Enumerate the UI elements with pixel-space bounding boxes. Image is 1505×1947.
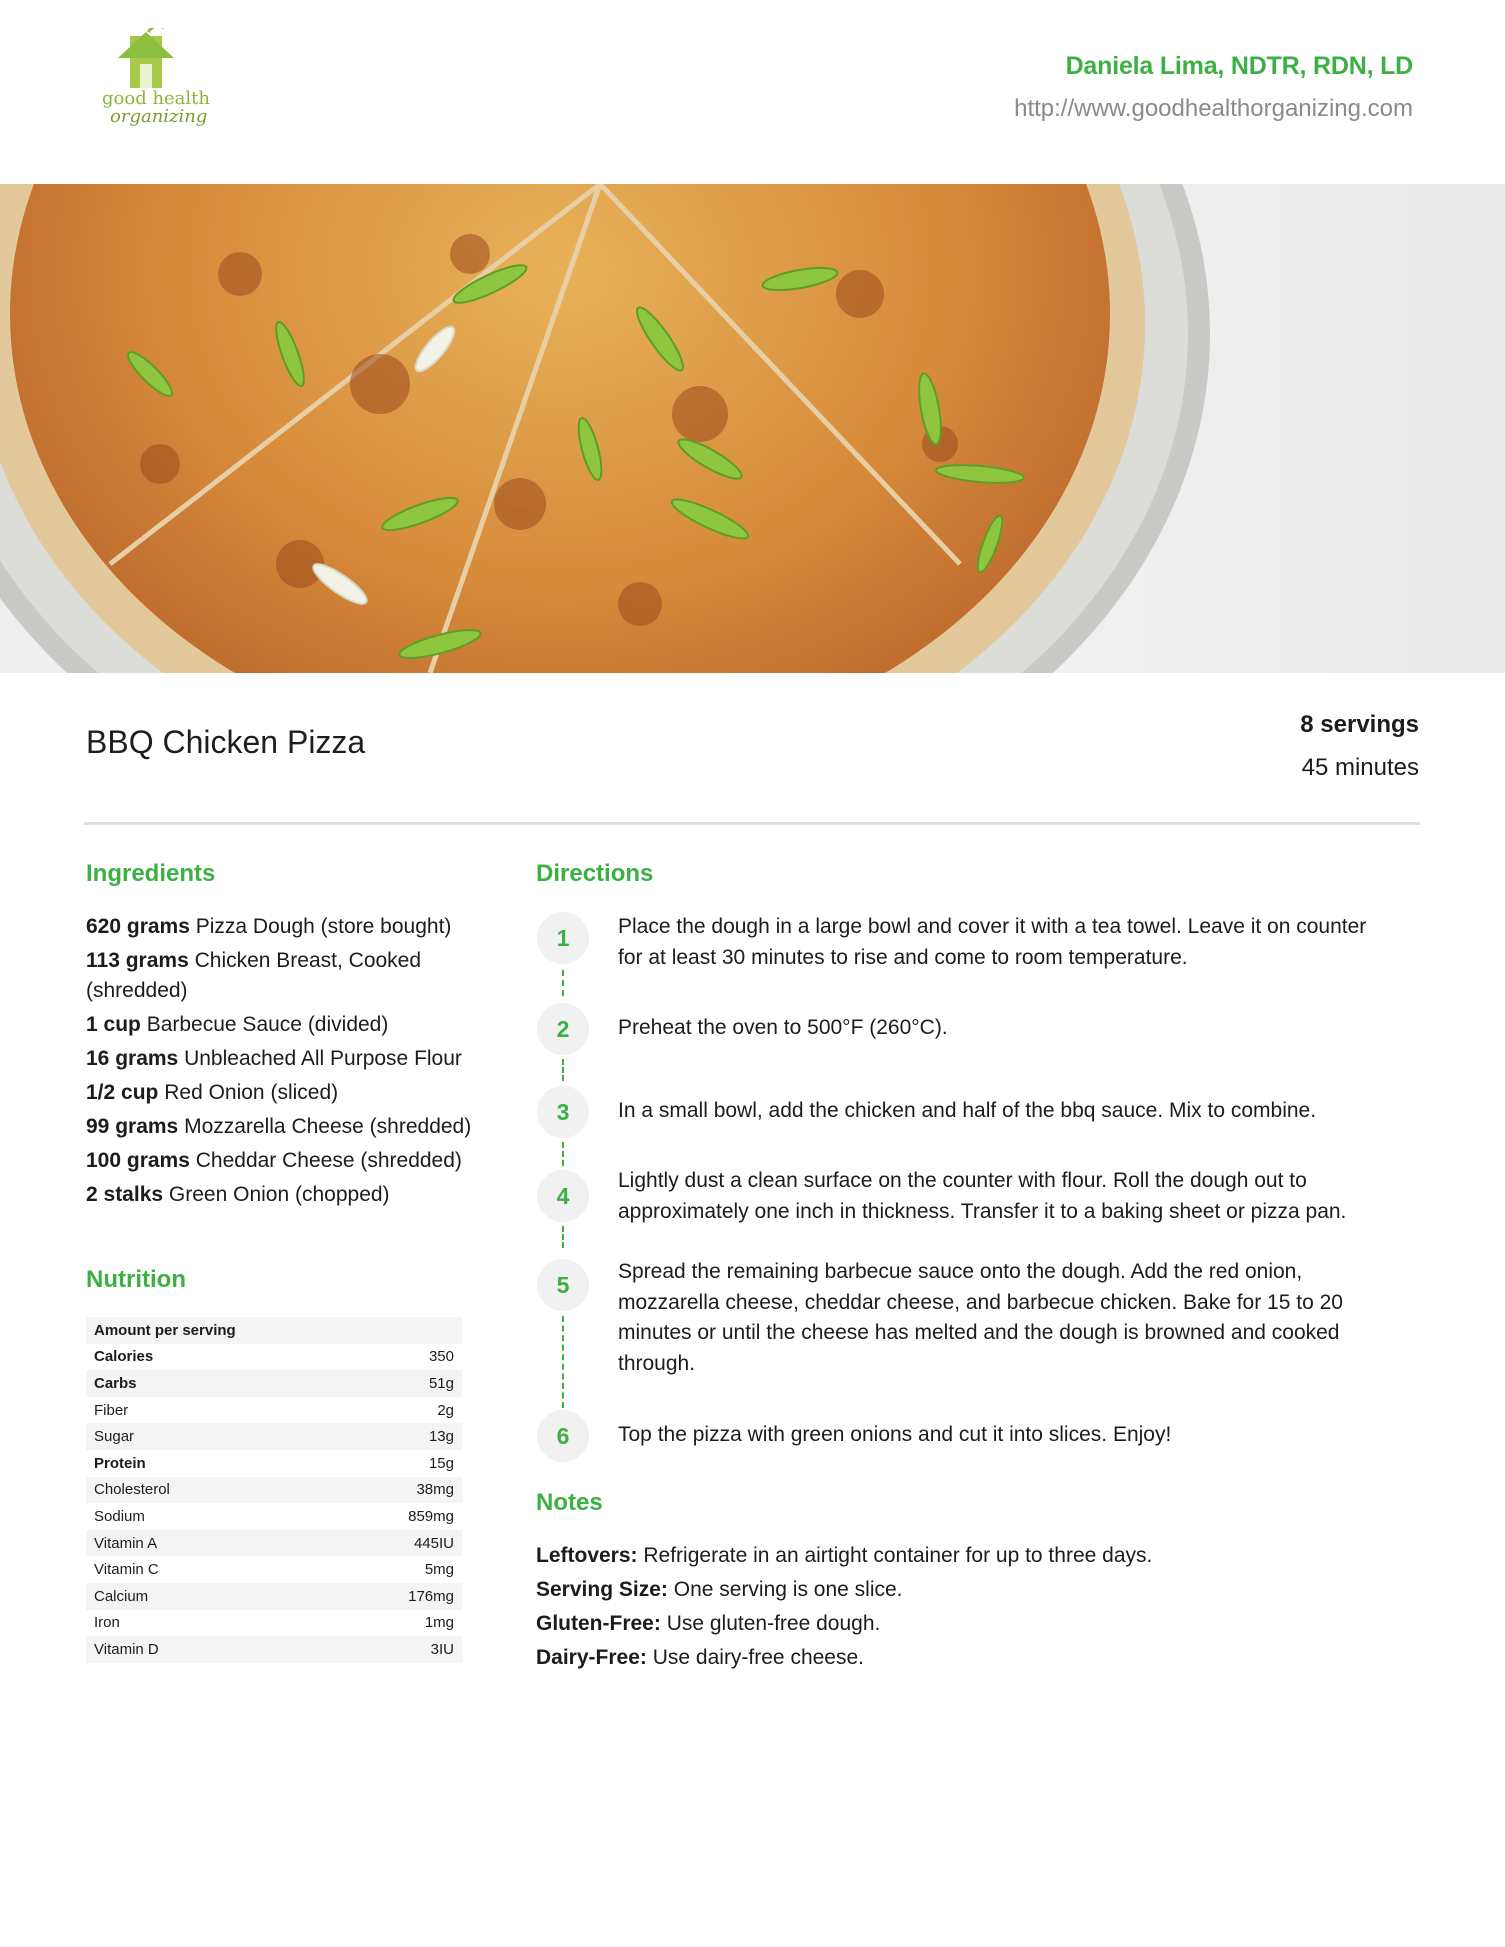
nutrition-row [86,1610,462,1637]
total-time: 45 minutes [1301,754,1419,781]
nutrient-label: Protein [94,1454,146,1472]
servings-count: 8 servings [1300,711,1419,738]
nutrient-label: Vitamin C [94,1561,159,1579]
nutrient-value: 350 [428,1348,454,1366]
nutrient-label: Sugar [94,1428,135,1446]
step-connector [562,1142,564,1166]
nutrition-header-label: Amount per serving [94,1321,236,1339]
note-text: Use gluten-free dough. [666,1612,881,1635]
author-name: Daniela Lima, NDTR, RDN, LD [1065,52,1413,80]
note-label: Gluten-Free: [536,1612,661,1635]
step-number: 2 [537,1003,589,1055]
ingredient-name: Barbecue Sauce (divided) [146,1013,389,1036]
ingredients-list [86,912,476,1214]
ingredient-item [86,946,476,1006]
step-number: 5 [537,1259,589,1311]
ingredient-name: Pizza Dough (store bought) [195,915,452,938]
nutrient-value: 38mg [416,1481,454,1499]
nutrient-value: 13g [428,1428,454,1446]
ingredient-name: Mozzarella Cheese (shredded) [184,1115,472,1138]
nutrient-value: 15g [428,1454,454,1472]
logo-line-1: good health [102,88,210,109]
note-item [536,1539,1152,1573]
ingredient-item [86,912,476,942]
ingredient-name: Red Onion (sliced) [164,1081,339,1104]
nutrition-row [86,1583,462,1610]
website-link[interactable]: http://www.goodhealthorganizing.com [1014,95,1413,122]
nutrition-heading: Nutrition [86,1266,186,1293]
nutrient-value: 859mg [408,1507,454,1525]
note-text: Use dairy-free cheese. [652,1646,864,1669]
nutrient-label: Vitamin A [94,1534,158,1552]
ingredient-qty: 2 stalks [86,1183,164,1206]
note-label: Leftovers: [536,1544,638,1567]
ingredient-name: Cheddar Cheese (shredded) [195,1149,462,1172]
ingredient-qty: 620 grams [86,915,190,938]
step-number: 1 [537,912,589,964]
ingredient-item [86,1180,476,1210]
ingredient-item [86,1044,476,1074]
note-label: Dairy-Free: [536,1646,647,1669]
notes-list [536,1539,1152,1675]
nutrition-row [86,1556,462,1583]
nutrient-label: Vitamin D [94,1640,159,1658]
nutrition-row [86,1370,462,1397]
ingredient-qty: 1/2 cup [86,1081,159,1104]
recipe-title: BBQ Chicken Pizza [86,724,366,760]
ingredient-name: Unbleached All Purpose Flour [184,1047,462,1070]
step-text: Lightly dust a clean surface on the counter with flour. Roll the dough out to approximately one inch in thickness. Transfer it to a baking sheet or pizza pan. [618,1169,1347,1223]
notes-heading: Notes [536,1489,603,1516]
nutrition-table [86,1317,462,1663]
nutrient-value: 2g [437,1401,454,1419]
ingredient-qty: 113 grams [86,949,189,972]
divider [84,822,1420,825]
step-number: 6 [537,1410,589,1462]
ingredient-qty: 16 grams [86,1047,179,1070]
step-connector [562,1226,564,1248]
directions-heading: Directions [536,860,654,887]
ingredient-qty: 100 grams [86,1149,190,1172]
note-text: One serving is one slice. [673,1578,903,1601]
nutrient-value: 5mg [424,1561,454,1579]
nutrition-row [86,1530,462,1557]
step-text: In a small bowl, add the chicken and half of the bbq sauce. Mix to combine. [618,1099,1317,1122]
nutrient-label: Calories [94,1348,154,1366]
brand-logo [88,28,218,144]
hero-pizza-image [0,184,1505,673]
step-connector [562,1316,564,1408]
nutrient-value: 51g [428,1374,454,1392]
ingredient-item [86,1078,476,1108]
nutrient-value: 3IU [430,1640,454,1658]
ingredient-item [86,1010,476,1040]
step-text: Preheat the oven to 500°F (260°C). [618,1016,948,1039]
logo-text [102,90,210,126]
nutrition-row [86,1423,462,1450]
note-item [536,1641,1152,1675]
nutrient-value: 445IU [413,1534,454,1552]
note-item [536,1573,1152,1607]
note-item [536,1607,1152,1641]
nutrition-row [86,1636,462,1663]
nutrient-label: Carbs [94,1374,137,1392]
nutrition-row [86,1477,462,1504]
note-label: Serving Size: [536,1578,668,1601]
ingredient-name: Green Onion (chopped) [168,1183,390,1206]
step-connector [562,1059,564,1081]
nutrient-value: 1mg [424,1614,454,1632]
step-text: Place the dough in a large bowl and cover it with a tea towel. Leave it on counter for at least 30 minutes to rise and come to room temperature. [618,915,1367,969]
nutrition-header-row [86,1317,462,1344]
ingredient-item [86,1146,476,1176]
nutrient-value: 176mg [408,1587,454,1605]
step-connector [562,970,564,996]
nutrient-label: Cholesterol [94,1481,170,1499]
nutrient-label: Calcium [94,1587,149,1605]
nutrition-row [86,1503,462,1530]
ingredient-name: Chicken Breast, Cooked (shredded) [86,949,422,1002]
nutrition-row [86,1450,462,1477]
step-number: 4 [537,1170,589,1222]
logo-line-2: organizing [110,106,208,127]
nutrient-label: Sodium [94,1507,145,1525]
note-text: Refrigerate in an airtight container for up to three days. [643,1544,1153,1567]
step-text: Spread the remaining barbecue sauce onto the dough. Add the red onion, mozzarella cheese, cheddar cheese, and barbecue chicken. Bake for 15 to 20 minutes or until the cheese has melted and the dough is browned and cooked through. [618,1260,1343,1375]
ingredient-item [86,1112,476,1142]
step-text: Top the pizza with green onions and cut it into slices. Enjoy! [618,1423,1172,1446]
nutrition-row [86,1344,462,1371]
ingredient-qty: 1 cup [86,1013,141,1036]
nutrient-label: Fiber [94,1401,129,1419]
ingredient-qty: 99 grams [86,1115,179,1138]
nutrient-label: Iron [94,1614,120,1632]
ingredients-heading: Ingredients [86,860,216,887]
nutrition-row [86,1397,462,1424]
step-number: 3 [537,1086,589,1138]
